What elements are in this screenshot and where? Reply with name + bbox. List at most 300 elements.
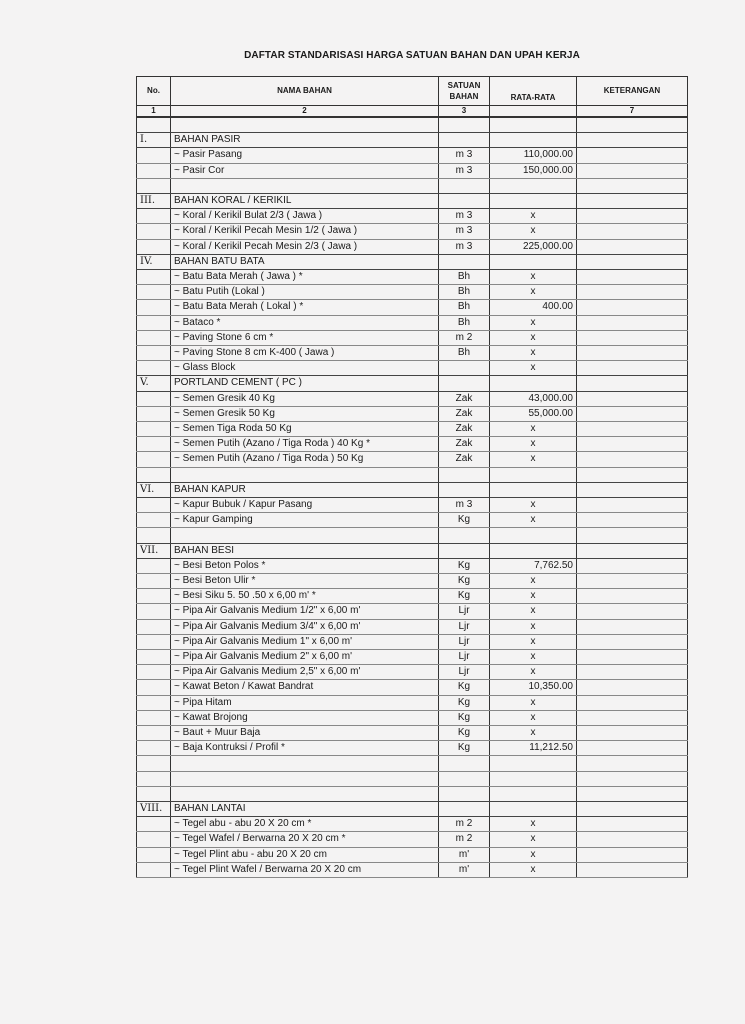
number-cell <box>137 726 171 741</box>
number-cell <box>137 619 171 634</box>
keterangan-cell <box>577 193 688 208</box>
item-unit: Ljr <box>439 650 490 665</box>
keterangan-cell <box>577 862 688 877</box>
item-name-text: ~ Baut + Muur Baja <box>174 727 260 738</box>
item-name-text: ~ Kapur Bubuk / Kapur Pasang <box>174 499 312 510</box>
item-name-text: ~ Bataco * <box>174 317 220 328</box>
keterangan-cell <box>577 452 688 467</box>
table-row <box>137 346 688 361</box>
keterangan-cell <box>577 528 688 543</box>
item-unit: Bh <box>439 315 490 330</box>
item-average-price: x <box>490 665 577 680</box>
number-cell <box>137 847 171 862</box>
unit-cell <box>439 376 490 391</box>
average-cell <box>490 786 577 801</box>
item-average-price: x <box>490 270 577 285</box>
keterangan-cell <box>577 574 688 589</box>
item-average-price: x <box>490 634 577 649</box>
item-name-text: ~ Semen Tiga Roda 50 Kg <box>174 423 292 434</box>
keterangan-cell <box>577 406 688 421</box>
column-number: 7 <box>577 106 688 118</box>
price-table <box>136 76 688 878</box>
unit-cell <box>439 133 490 148</box>
table-row <box>137 695 688 710</box>
keterangan-cell <box>577 254 688 269</box>
item-unit: Kg <box>439 695 490 710</box>
table-row <box>137 406 688 421</box>
item-name-text: ~ Pipa Air Galvanis Medium 1/2" x 6,00 m' <box>174 605 360 616</box>
item-name <box>171 832 439 847</box>
item-average-price: x <box>490 710 577 725</box>
keterangan-cell <box>577 285 688 300</box>
name-cell <box>171 467 439 482</box>
blank-row <box>137 117 688 133</box>
number-cell <box>137 498 171 513</box>
section-name: BAHAN KAPUR <box>171 482 439 497</box>
item-unit: Bh <box>439 300 490 315</box>
item-name-text: ~ Koral / Kerikil Pecah Mesin 2/3 ( Jawa ) <box>174 241 357 252</box>
keterangan-cell <box>577 513 688 528</box>
item-unit <box>439 361 490 376</box>
item-name-text: ~ Koral / Kerikil Pecah Mesin 1/2 ( Jawa ) <box>174 225 357 236</box>
keterangan-cell <box>577 756 688 771</box>
number-cell <box>137 710 171 725</box>
item-unit: Kg <box>439 710 490 725</box>
item-unit: Kg <box>439 680 490 695</box>
table-row <box>137 498 688 513</box>
keterangan-cell <box>577 117 688 133</box>
keterangan-cell <box>577 665 688 680</box>
item-average-price: x <box>490 315 577 330</box>
keterangan-cell <box>577 391 688 406</box>
item-unit: Ljr <box>439 634 490 649</box>
item-name-text: ~ Paving Stone 8 cm K-400 ( Jawa ) <box>174 347 334 358</box>
section-number: VI. <box>137 482 171 497</box>
number-cell <box>137 437 171 452</box>
average-cell <box>490 543 577 558</box>
keterangan-cell <box>577 422 688 437</box>
item-unit: m 3 <box>439 148 490 163</box>
average-cell <box>490 193 577 208</box>
keterangan-cell <box>577 680 688 695</box>
item-name-text: ~ Pasir Pasang <box>174 149 242 160</box>
item-unit: Kg <box>439 741 490 756</box>
section-name: BAHAN LANTAI <box>171 802 439 817</box>
blank-row <box>137 528 688 543</box>
item-average-price: x <box>490 862 577 877</box>
item-name <box>171 209 439 224</box>
item-average-price: x <box>490 330 577 345</box>
item-name <box>171 680 439 695</box>
keterangan-cell <box>577 604 688 619</box>
number-cell <box>137 817 171 832</box>
item-average-price: 55,000.00 <box>490 406 577 421</box>
item-average-price: x <box>490 604 577 619</box>
number-cell <box>137 361 171 376</box>
unit-cell <box>439 786 490 801</box>
item-name <box>171 726 439 741</box>
item-name-text: ~ Semen Gresik 50 Kg <box>174 408 275 419</box>
item-unit: m' <box>439 862 490 877</box>
item-name <box>171 695 439 710</box>
item-average-price: x <box>490 346 577 361</box>
table-row <box>137 361 688 376</box>
item-name <box>171 650 439 665</box>
item-name <box>171 270 439 285</box>
item-average-price: x <box>490 574 577 589</box>
keterangan-cell <box>577 817 688 832</box>
item-unit: Kg <box>439 558 490 573</box>
item-unit: Zak <box>439 437 490 452</box>
item-name <box>171 239 439 254</box>
column-number-row <box>137 106 688 118</box>
keterangan-cell <box>577 163 688 178</box>
table-row <box>137 862 688 877</box>
item-average-price: 11,212.50 <box>490 741 577 756</box>
item-name <box>171 346 439 361</box>
keterangan-cell <box>577 178 688 193</box>
item-unit: Ljr <box>439 619 490 634</box>
section-name: BAHAN PASIR <box>171 133 439 148</box>
item-name <box>171 422 439 437</box>
unit-cell <box>439 771 490 786</box>
item-name <box>171 847 439 862</box>
column-number: 2 <box>171 106 439 118</box>
item-name-text: ~ Besi Siku 5. 50 .50 x 6,00 m' * <box>174 590 316 601</box>
keterangan-cell <box>577 726 688 741</box>
average-cell <box>490 178 577 193</box>
average-cell <box>490 117 577 133</box>
section-row <box>137 133 688 148</box>
number-cell <box>137 574 171 589</box>
item-name <box>171 285 439 300</box>
keterangan-cell <box>577 619 688 634</box>
unit-cell <box>439 193 490 208</box>
table-row <box>137 558 688 573</box>
item-name-text: ~ Batu Bata Merah ( Lokal ) * <box>174 301 303 312</box>
table-row <box>137 604 688 619</box>
item-name-text: ~ Kawat Beton / Kawat Bandrat <box>174 681 313 692</box>
item-unit: Kg <box>439 726 490 741</box>
table-row <box>137 847 688 862</box>
item-average-price: 225,000.00 <box>490 239 577 254</box>
item-unit: m 3 <box>439 224 490 239</box>
table-row <box>137 634 688 649</box>
item-average-price: x <box>490 832 577 847</box>
table-row <box>137 650 688 665</box>
name-cell <box>171 117 439 133</box>
item-unit: m 3 <box>439 209 490 224</box>
keterangan-cell <box>577 346 688 361</box>
unit-cell <box>439 756 490 771</box>
table-row <box>137 330 688 345</box>
average-cell <box>490 467 577 482</box>
item-name-text: ~ Semen Putih (Azano / Tiga Roda ) 40 Kg * <box>174 438 370 449</box>
item-name <box>171 163 439 178</box>
section-row <box>137 254 688 269</box>
keterangan-cell <box>577 543 688 558</box>
unit-cell <box>439 254 490 269</box>
item-unit: m 2 <box>439 817 490 832</box>
item-average-price: x <box>490 209 577 224</box>
keterangan-cell <box>577 148 688 163</box>
item-name <box>171 665 439 680</box>
header-rata-rata <box>490 77 577 106</box>
item-name-text: ~ Semen Gresik 40 Kg <box>174 393 275 404</box>
item-unit: Ljr <box>439 604 490 619</box>
number-cell <box>137 604 171 619</box>
table-row <box>137 422 688 437</box>
blank-row <box>137 178 688 193</box>
item-unit: Ljr <box>439 665 490 680</box>
item-average-price: x <box>490 361 577 376</box>
keterangan-cell <box>577 239 688 254</box>
table-row <box>137 817 688 832</box>
item-unit: Zak <box>439 406 490 421</box>
number-cell <box>137 528 171 543</box>
item-name <box>171 634 439 649</box>
number-cell <box>137 452 171 467</box>
item-name-text: ~ Batu Putih (Lokal ) <box>174 286 265 297</box>
keterangan-cell <box>577 634 688 649</box>
keterangan-cell <box>577 133 688 148</box>
number-cell <box>137 163 171 178</box>
table-row <box>137 437 688 452</box>
item-name <box>171 452 439 467</box>
item-name-text: ~ Tegel abu - abu 20 X 20 cm * <box>174 818 311 829</box>
item-unit: m 3 <box>439 163 490 178</box>
keterangan-cell <box>577 300 688 315</box>
number-cell <box>137 391 171 406</box>
header-rata-rata-label: RATA-RATA <box>510 92 556 102</box>
keterangan-cell <box>577 832 688 847</box>
table-row <box>137 300 688 315</box>
keterangan-cell <box>577 482 688 497</box>
item-average-price: x <box>490 847 577 862</box>
number-cell <box>137 756 171 771</box>
item-name-text: ~ Tegel Wafel / Berwarna 20 X 20 cm * <box>174 833 345 844</box>
number-cell <box>137 771 171 786</box>
section-row <box>137 802 688 817</box>
item-unit: m 3 <box>439 498 490 513</box>
table-row <box>137 391 688 406</box>
item-average-price: x <box>490 498 577 513</box>
header-satuan-bahan <box>439 77 490 106</box>
keterangan-cell <box>577 558 688 573</box>
name-cell <box>171 528 439 543</box>
item-average-price: x <box>490 726 577 741</box>
number-cell <box>137 239 171 254</box>
unit-cell <box>439 528 490 543</box>
item-name <box>171 513 439 528</box>
item-name-text: ~ Semen Putih (Azano / Tiga Roda ) 50 Kg <box>174 453 363 464</box>
item-name <box>171 558 439 573</box>
table-row <box>137 832 688 847</box>
table-row <box>137 619 688 634</box>
name-cell <box>171 756 439 771</box>
item-unit: m 3 <box>439 239 490 254</box>
keterangan-cell <box>577 786 688 801</box>
item-name-text: ~ Tegel Plint abu - abu 20 X 20 cm <box>174 849 327 860</box>
section-name: BAHAN BESI <box>171 543 439 558</box>
item-name <box>171 741 439 756</box>
keterangan-cell <box>577 771 688 786</box>
item-name-text: ~ Pipa Air Galvanis Medium 1" x 6,00 m' <box>174 636 352 647</box>
item-name-text: ~ Tegel Plint Wafel / Berwarna 20 X 20 cm <box>174 864 361 875</box>
item-name <box>171 361 439 376</box>
average-cell <box>490 254 577 269</box>
item-name <box>171 817 439 832</box>
number-cell <box>137 634 171 649</box>
header-satuan-line2: BAHAN <box>449 92 479 101</box>
number-cell <box>137 406 171 421</box>
blank-row <box>137 467 688 482</box>
column-number <box>490 106 577 118</box>
number-cell <box>137 741 171 756</box>
item-name <box>171 589 439 604</box>
section-number: III. <box>137 193 171 208</box>
item-name-text: ~ Pipa Air Galvanis Medium 2,5" x 6,00 m' <box>174 666 360 677</box>
item-average-price: 400.00 <box>490 300 577 315</box>
number-cell <box>137 650 171 665</box>
item-name <box>171 862 439 877</box>
number-cell <box>137 680 171 695</box>
number-cell <box>137 513 171 528</box>
section-row <box>137 193 688 208</box>
number-cell <box>137 665 171 680</box>
number-cell <box>137 148 171 163</box>
table-row <box>137 148 688 163</box>
item-unit: Zak <box>439 422 490 437</box>
keterangan-cell <box>577 376 688 391</box>
table-row <box>137 452 688 467</box>
number-cell <box>137 270 171 285</box>
unit-cell <box>439 117 490 133</box>
keterangan-cell <box>577 224 688 239</box>
table-row <box>137 710 688 725</box>
table-row <box>137 665 688 680</box>
item-average-price: x <box>490 695 577 710</box>
average-cell <box>490 376 577 391</box>
item-average-price: x <box>490 437 577 452</box>
item-name-text: ~ Batu Bata Merah ( Jawa ) * <box>174 271 303 282</box>
number-cell <box>137 330 171 345</box>
section-name: BAHAN BATU BATA <box>171 254 439 269</box>
item-average-price: 43,000.00 <box>490 391 577 406</box>
item-name <box>171 406 439 421</box>
item-name <box>171 604 439 619</box>
item-unit: Zak <box>439 452 490 467</box>
item-unit: Kg <box>439 513 490 528</box>
name-cell <box>171 786 439 801</box>
table-row <box>137 239 688 254</box>
table-row <box>137 680 688 695</box>
blank-row <box>137 756 688 771</box>
item-unit: Kg <box>439 574 490 589</box>
table-row <box>137 224 688 239</box>
number-cell <box>137 285 171 300</box>
item-name-text: ~ Paving Stone 6 cm * <box>174 332 273 343</box>
column-number: 3 <box>439 106 490 118</box>
keterangan-cell <box>577 710 688 725</box>
item-unit: Bh <box>439 346 490 361</box>
keterangan-cell <box>577 802 688 817</box>
section-number: I. <box>137 133 171 148</box>
item-name <box>171 148 439 163</box>
keterangan-cell <box>577 695 688 710</box>
item-name-text: ~ Besi Beton Polos * <box>174 560 265 571</box>
section-number: VIII. <box>137 802 171 817</box>
header-no: No. <box>137 77 171 106</box>
item-name-text: ~ Pipa Air Galvanis Medium 3/4" x 6,00 m' <box>174 621 360 632</box>
table-row <box>137 270 688 285</box>
number-cell <box>137 695 171 710</box>
item-name-text: ~ Pasir Cor <box>174 165 224 176</box>
item-unit: Bh <box>439 270 490 285</box>
number-cell <box>137 224 171 239</box>
number-cell <box>137 786 171 801</box>
unit-cell <box>439 543 490 558</box>
section-number: V. <box>137 376 171 391</box>
unit-cell <box>439 802 490 817</box>
column-number: 1 <box>137 106 171 118</box>
item-name <box>171 391 439 406</box>
number-cell <box>137 862 171 877</box>
number-cell <box>137 832 171 847</box>
item-name <box>171 574 439 589</box>
average-cell <box>490 528 577 543</box>
item-name <box>171 710 439 725</box>
name-cell <box>171 178 439 193</box>
item-unit: Zak <box>439 391 490 406</box>
header-satuan-line1: SATUAN <box>447 81 481 90</box>
table-row <box>137 315 688 330</box>
keterangan-cell <box>577 330 688 345</box>
item-name-text: ~ Pipa Hitam <box>174 697 232 708</box>
average-cell <box>490 756 577 771</box>
item-name-text: ~ Besi Beton Ulir * <box>174 575 255 586</box>
item-name <box>171 315 439 330</box>
section-name: PORTLAND CEMENT ( PC ) <box>171 376 439 391</box>
item-name <box>171 437 439 452</box>
table-row <box>137 741 688 756</box>
item-average-price: x <box>490 589 577 604</box>
item-average-price: x <box>490 224 577 239</box>
keterangan-cell <box>577 270 688 285</box>
item-average-price: x <box>490 513 577 528</box>
section-name: BAHAN KORAL / KERIKIL <box>171 193 439 208</box>
number-cell <box>137 209 171 224</box>
number-cell <box>137 300 171 315</box>
average-cell <box>490 133 577 148</box>
unit-cell <box>439 467 490 482</box>
item-unit: m 2 <box>439 330 490 345</box>
item-unit: m' <box>439 847 490 862</box>
section-row <box>137 482 688 497</box>
average-cell <box>490 802 577 817</box>
item-name-text: ~ Kapur Gamping <box>174 514 253 525</box>
keterangan-cell <box>577 437 688 452</box>
keterangan-cell <box>577 315 688 330</box>
item-average-price: x <box>490 422 577 437</box>
number-cell <box>137 422 171 437</box>
item-average-price: 10,350.00 <box>490 680 577 695</box>
item-name <box>171 498 439 513</box>
table-row <box>137 209 688 224</box>
item-unit: Kg <box>439 589 490 604</box>
blank-row <box>137 786 688 801</box>
average-cell <box>490 482 577 497</box>
